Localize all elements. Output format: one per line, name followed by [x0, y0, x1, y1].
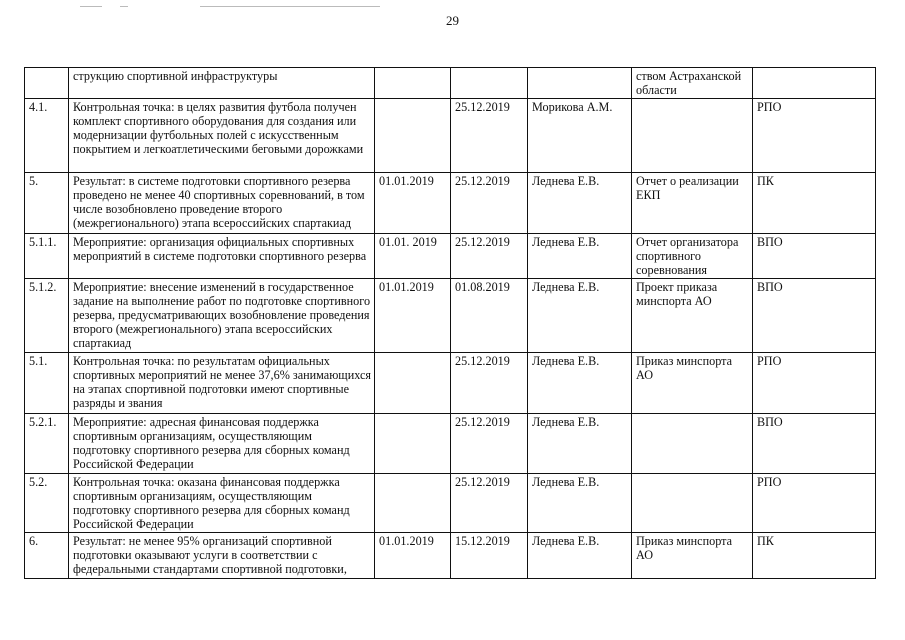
row-responsible-cell: Леднева Е.В. [528, 533, 632, 579]
row-number-cell: 5.2. [25, 474, 69, 533]
row-start-date-cell [375, 353, 451, 414]
row-responsible-cell: Леднева Е.В. [528, 474, 632, 533]
row-responsible-cell [528, 68, 632, 99]
row-level-cell: РПО [753, 474, 876, 533]
row-responsible-cell: Леднева Е.В. [528, 173, 632, 234]
row-document-cell: Проект приказа минспорта АО [632, 279, 753, 353]
row-document-cell [632, 99, 753, 173]
row-start-date-cell: 01.01.2019 [375, 533, 451, 579]
row-end-date-cell [451, 68, 528, 99]
row-description-cell: струкцию спортивной инфраструктуры [69, 68, 375, 99]
row-level-cell: ВПО [753, 234, 876, 279]
row-responsible-cell: Морикова А.М. [528, 99, 632, 173]
row-start-date-cell: 01.01. 2019 [375, 234, 451, 279]
row-description-cell: Мероприятие: адресная финансовая поддержка спортивным организациям, осуществляющим подготовку спортивного резерва для сборных команд Российской Федерации [69, 414, 375, 474]
row-responsible-cell: Леднева Е.В. [528, 279, 632, 353]
row-level-cell [753, 68, 876, 99]
row-start-date-cell [375, 68, 451, 99]
row-document-cell: ством Астраханской области [632, 68, 753, 99]
row-start-date-cell [375, 474, 451, 533]
row-responsible-cell: Леднева Е.В. [528, 414, 632, 474]
row-responsible-cell: Леднева Е.В. [528, 234, 632, 279]
row-start-date-cell [375, 99, 451, 173]
row-level-cell: ПК [753, 533, 876, 579]
row-number-cell: 5.1. [25, 353, 69, 414]
table-row [25, 99, 876, 173]
row-responsible-cell: Леднева Е.В. [528, 353, 632, 414]
row-number-cell: 5.2.1. [25, 414, 69, 474]
plan-table [24, 67, 876, 579]
row-end-date-cell: 25.12.2019 [451, 234, 528, 279]
row-end-date-cell: 25.12.2019 [451, 353, 528, 414]
table-row [25, 234, 876, 279]
row-description-cell: Контрольная точка: в целях развития футбола получен комплект спортивного оборудования для создания или модернизации футбольных полей с искусственным покрытием и легкоатлетическими беговыми дорожками [69, 99, 375, 173]
table-row [25, 68, 876, 99]
row-number-cell [25, 68, 69, 99]
row-description-cell: Мероприятие: внесение изменений в государственное задание на выполнение работ по подготовке спортивного резерва, предусматривающих возобновление проведения второго (межрегионального) этапа всероссийских спартакиад [69, 279, 375, 353]
row-level-cell: РПО [753, 99, 876, 173]
table-row [25, 533, 876, 579]
row-document-cell [632, 474, 753, 533]
page-number: 29 [446, 13, 459, 28]
row-document-cell: Отчет организатора спортивного соревнования [632, 234, 753, 279]
row-number-cell: 6. [25, 533, 69, 579]
row-level-cell: РПО [753, 353, 876, 414]
row-level-cell: ВПО [753, 414, 876, 474]
row-description-cell: Мероприятие: организация официальных спортивных мероприятий в системе подготовки спортивного резерва [69, 234, 375, 279]
row-number-cell: 5.1.1. [25, 234, 69, 279]
row-end-date-cell: 25.12.2019 [451, 414, 528, 474]
row-number-cell: 5. [25, 173, 69, 234]
row-start-date-cell: 01.01.2019 [375, 279, 451, 353]
row-document-cell: Приказ минспорта АО [632, 353, 753, 414]
row-document-cell [632, 414, 753, 474]
row-end-date-cell: 25.12.2019 [451, 474, 528, 533]
row-document-cell: Отчет о реализации ЕКП [632, 173, 753, 234]
row-end-date-cell: 25.12.2019 [451, 173, 528, 234]
table-row [25, 279, 876, 353]
row-level-cell: ПК [753, 173, 876, 234]
row-description-cell: Контрольная точка: по результатам официальных спортивных мероприятий не менее 37,6% занимающихся на этапах спортивной подготовки имеют спортивные разряды и звания [69, 353, 375, 414]
row-description-cell: Контрольная точка: оказана финансовая поддержка спортивным организациям, осуществляющим подготовку спортивного резерва для сборных команд Российской Федерации [69, 474, 375, 533]
row-number-cell: 5.1.2. [25, 279, 69, 353]
row-number-cell: 4.1. [25, 99, 69, 173]
row-end-date-cell: 01.08.2019 [451, 279, 528, 353]
row-document-cell: Приказ минспорта АО [632, 533, 753, 579]
table-row [25, 474, 876, 533]
table-row [25, 353, 876, 414]
row-level-cell: ВПО [753, 279, 876, 353]
table-row [25, 414, 876, 474]
row-description-cell: Результат: не менее 95% организаций спортивной подготовки оказывают услуги в соответствии с федеральными стандартами спортивной подготовки, [69, 533, 375, 579]
row-end-date-cell: 25.12.2019 [451, 99, 528, 173]
row-start-date-cell [375, 414, 451, 474]
row-end-date-cell: 15.12.2019 [451, 533, 528, 579]
scan-artifact-marks [80, 6, 380, 10]
table-row [25, 173, 876, 234]
row-description-cell: Результат: в системе подготовки спортивного резерва проведено не менее 40 спортивных соревнований, в том числе возобновлено проведение второго (межрегионального) этапа всероссийских спартакиад [69, 173, 375, 234]
row-start-date-cell: 01.01.2019 [375, 173, 451, 234]
